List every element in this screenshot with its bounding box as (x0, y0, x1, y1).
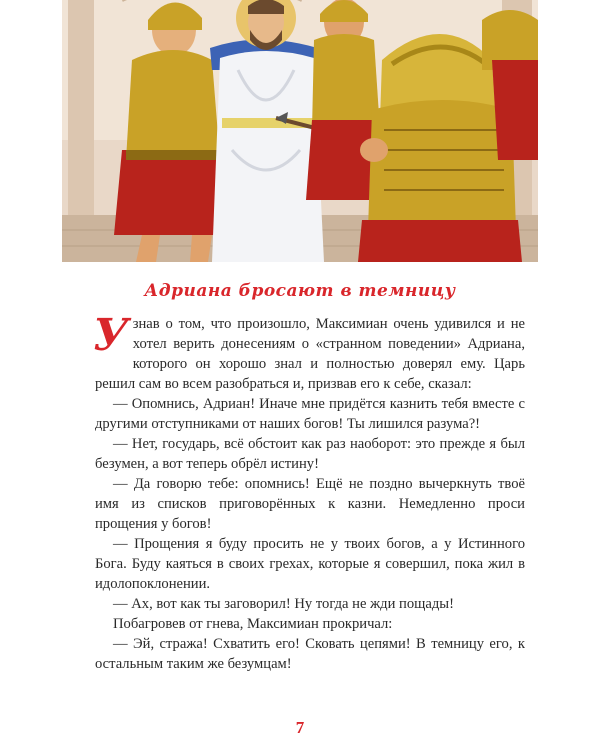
paragraph: — Ах, вот как ты заговорил! Ну тогда не жди пощады! (113, 596, 454, 612)
drop-cap: У (93, 310, 129, 361)
martyr-arrest-illustration (62, 0, 538, 262)
paragraph: — Эй, стража! Схватить его! Сковать цепями! В темницу его, к остальным таким же безумцам! (95, 636, 525, 672)
paragraph-text: знав о том, что произошло, Максимиан очень удивился и не хотел верить донесениям о «странном поведении» Адриана, которого он хорошо знал и полностью доверял ему. Царь решил сам во всем разобраться и, призвав его к себе, сказал: (95, 316, 525, 392)
paragraph: — Опомнись, Адриан! Иначе мне придётся казнить тебя вместе с другими отступниками от наших богов! Ты лишился разума?! (95, 396, 525, 432)
body-text (93, 310, 525, 674)
chapter-title: Адриана бросают в темницу (144, 281, 456, 301)
paragraph: Побагровев от гнева, Максимиан прокричал: (113, 616, 393, 632)
illustration (62, 0, 538, 262)
paragraph: — Да говорю тебе: опомнись! Ещё не поздно вычеркнуть твоё имя из списков приговорённых к казни. Немедленно проси прощения у богов! (95, 476, 525, 532)
paragraph: — Прощения я буду просить не у твоих богов, а у Истинного Бога. Буду каяться в своих грехах, которые я совершил, пока жил в идолопоклонении. (95, 536, 525, 592)
paragraph (93, 310, 525, 394)
page-number: 7 (295, 718, 305, 737)
paragraph: — Нет, государь, всё обстоит как раз наоборот: это прежде я был безумен, а вот теперь обрёл истину! (95, 436, 525, 472)
